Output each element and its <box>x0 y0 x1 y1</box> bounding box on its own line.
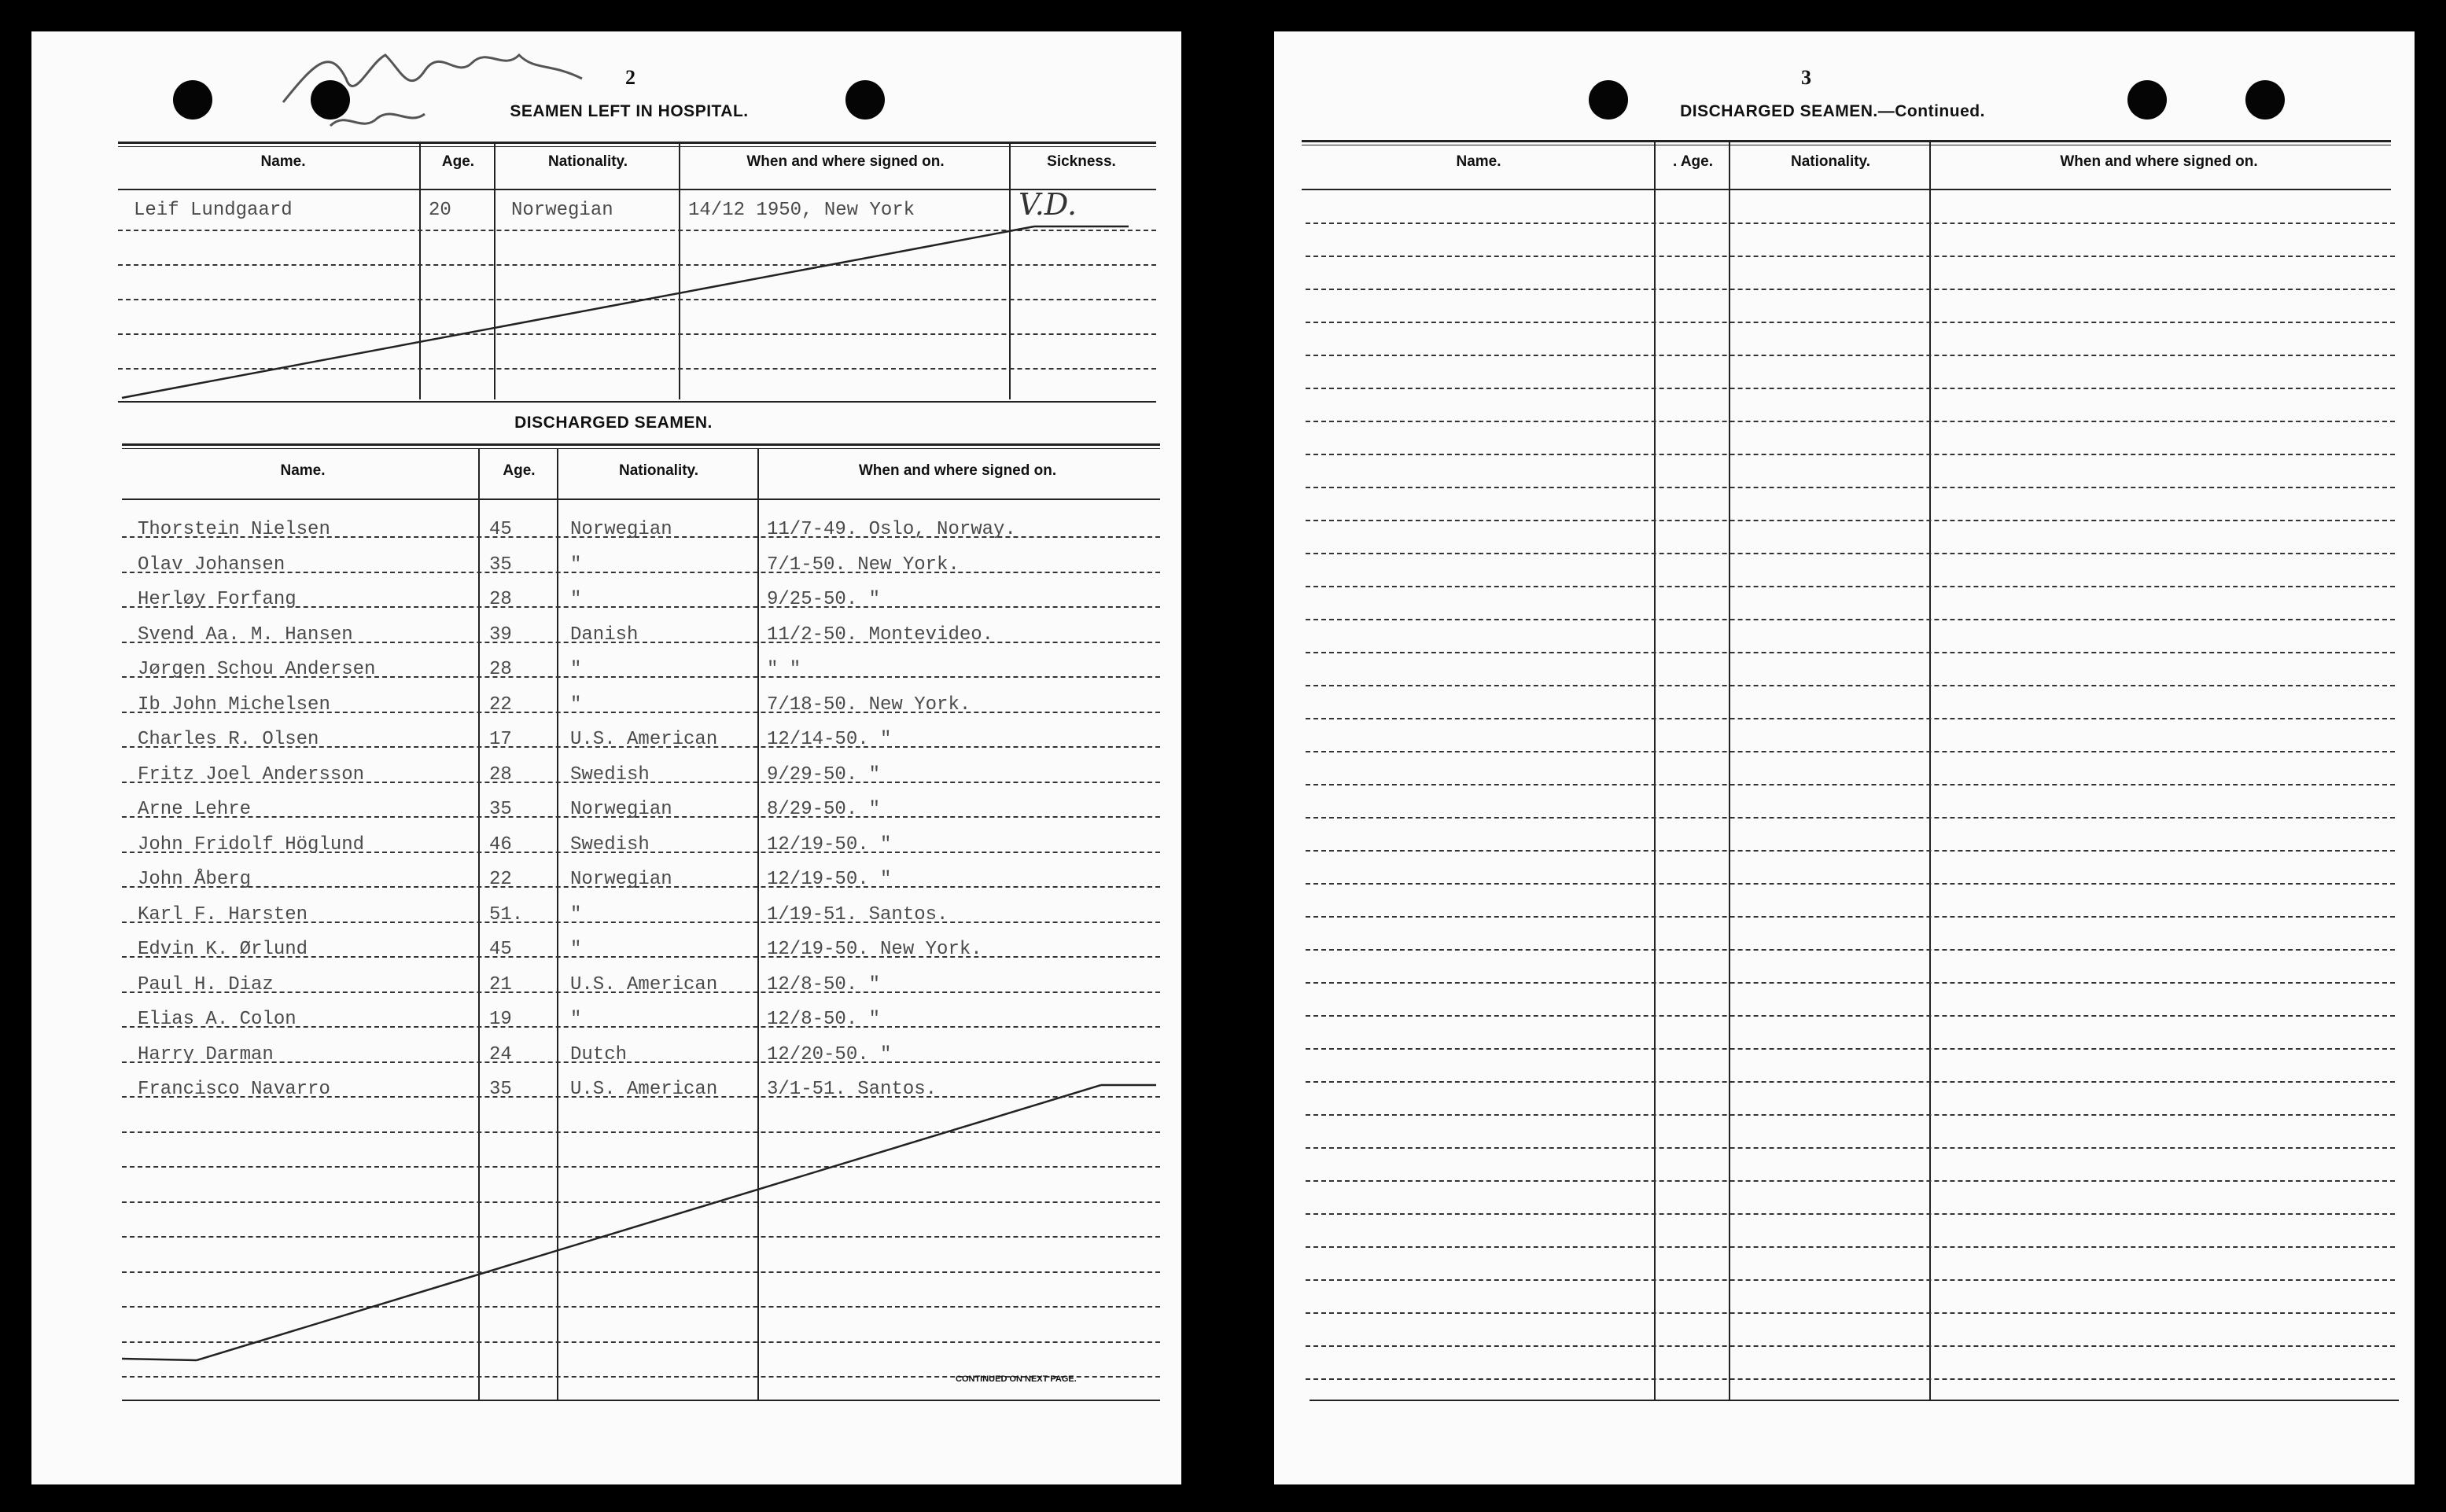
seaman-age: 19 <box>489 1009 512 1030</box>
seaman-name: Thorstein Nielsen <box>138 519 330 540</box>
seaman-signed-on: 8/29-50. " <box>767 799 881 820</box>
row-line <box>1306 883 2395 885</box>
discharged-section-title: DISCHARGED SEAMEN. <box>514 414 713 432</box>
seaman-nationality: " <box>570 659 582 680</box>
seaman-signed-on: 11/2-50. Montevideo. <box>767 624 994 646</box>
seaman-name: Elias A. Colon <box>138 1009 297 1030</box>
header-bottom-rule <box>1302 189 2391 190</box>
seaman-signed-on: 7/1-50. New York. <box>767 554 960 576</box>
seaman-signed-on: 12/20-50. " <box>767 1043 892 1065</box>
seaman-name: Paul H. Diaz <box>138 973 274 995</box>
seaman-age: 24 <box>489 1043 512 1065</box>
seaman-age: 17 <box>489 729 512 750</box>
header-age: Age. <box>503 462 536 479</box>
row-line <box>1306 718 2395 719</box>
seaman-name: Jørgen Schou Andersen <box>138 659 376 680</box>
header-nationality: Nationality. <box>619 462 698 479</box>
row-line <box>1306 1345 2395 1347</box>
punch-hole <box>2127 80 2167 120</box>
seaman-nationality: Danish <box>570 624 639 646</box>
seaman-nationality: Norwegian <box>570 799 672 820</box>
row-line <box>1306 949 2395 951</box>
hospital-signed-on: 14/12 1950, New York <box>688 200 915 221</box>
seaman-signed-on: 11/7-49. Oslo, Norway. <box>767 519 1016 540</box>
seaman-signed-on: 12/19-50. " <box>767 833 892 855</box>
header-name: Name. <box>1456 153 1501 170</box>
seaman-name: Edvin K. Ørlund <box>138 939 308 960</box>
seaman-signed-on: 12/8-50. " <box>767 973 881 995</box>
seaman-signed-on: 7/18-50. New York. <box>767 693 971 716</box>
row-line <box>1306 454 2395 455</box>
column-divider <box>1654 142 1656 1400</box>
seaman-nationality: Swedish <box>570 833 650 855</box>
punch-hole <box>2245 80 2285 120</box>
row-line <box>1306 652 2395 653</box>
row-line <box>1306 1081 2395 1083</box>
table-bottom-rule <box>1310 1400 2399 1401</box>
row-line <box>1306 322 2395 323</box>
seaman-name: Arne Lehre <box>138 799 252 820</box>
seaman-signed-on: 1/19-51. Santos. <box>767 903 949 925</box>
seaman-name: John Åberg <box>138 869 252 890</box>
seaman-signed-on: " " <box>767 659 801 680</box>
row-line <box>1306 388 2395 389</box>
row-line <box>1306 619 2395 620</box>
seaman-name: Charles R. Olsen <box>138 729 319 750</box>
header-nationality: Nationality. <box>548 153 628 170</box>
seaman-name: John Fridolf Höglund <box>138 833 365 855</box>
header-signed-on: When and where signed on. <box>858 462 1057 479</box>
seaman-nationality: U.S. American <box>570 729 718 750</box>
seaman-name: Fritz Joel Andersson <box>138 763 365 785</box>
seaman-nationality: " <box>570 1009 582 1030</box>
seaman-nationality: " <box>570 589 582 610</box>
header-sickness: Sickness. <box>1047 153 1116 170</box>
seaman-nationality: " <box>570 554 582 576</box>
seaman-age: 46 <box>489 833 512 855</box>
header-nationality: Nationality. <box>1791 153 1870 170</box>
seaman-age: 22 <box>489 869 512 890</box>
row-line <box>1306 520 2395 521</box>
seaman-age: 22 <box>489 693 512 716</box>
row-line <box>1306 1048 2395 1050</box>
seaman-age: 35 <box>489 1079 512 1100</box>
row-line <box>1306 355 2395 356</box>
seaman-nationality: U.S. American <box>570 1079 718 1100</box>
row-line <box>1306 421 2395 422</box>
continued-note: CONTINUED ON NEXT PAGE. <box>956 1374 1077 1384</box>
seaman-name: Francisco Navarro <box>138 1079 330 1100</box>
page-number: 2 <box>625 66 635 89</box>
seaman-signed-on: 12/14-50. " <box>767 729 892 750</box>
hospital-age: 20 <box>429 200 451 221</box>
hospital-nationality: Norwegian <box>511 200 613 221</box>
row-line <box>1306 1246 2395 1248</box>
row-line <box>1306 1180 2395 1182</box>
seaman-name: Ib John Michelsen <box>138 693 330 716</box>
header-signed-on: When and where signed on. <box>2060 153 2258 170</box>
seaman-age: 35 <box>489 799 512 820</box>
seaman-age: 35 <box>489 554 512 576</box>
column-divider <box>1929 142 1931 1400</box>
seaman-nationality: Swedish <box>570 763 650 785</box>
row-line <box>1306 1312 2395 1314</box>
seaman-nationality: Norwegian <box>570 519 672 540</box>
header-name: Name. <box>280 462 326 479</box>
seaman-name: Herløy Forfang <box>138 589 297 610</box>
seaman-signed-on: 9/29-50. " <box>767 763 881 785</box>
table-top-rule <box>1302 140 2391 142</box>
seaman-age: 39 <box>489 624 512 646</box>
seaman-age: 28 <box>489 763 512 785</box>
seaman-signed-on: 9/25-50. " <box>767 589 881 610</box>
row-line <box>1306 1378 2395 1380</box>
header-age: . Age. <box>1672 153 1714 170</box>
column-divider <box>1729 142 1730 1400</box>
header-name: Name. <box>260 153 306 170</box>
seaman-age: 28 <box>489 589 512 610</box>
row-line <box>1306 289 2395 290</box>
seaman-nationality: Dutch <box>570 1043 628 1065</box>
row-line <box>1306 850 2395 852</box>
left-page <box>31 31 1181 1484</box>
row-line <box>1306 1114 2395 1116</box>
row-line <box>1306 982 2395 984</box>
seaman-nationality: " <box>570 903 582 925</box>
row-line <box>1306 256 2395 257</box>
hospital-section-title: SEAMEN LEFT IN HOSPITAL. <box>510 102 749 120</box>
seaman-signed-on: 12/8-50. " <box>767 1009 881 1030</box>
seaman-signed-on: 3/1-51. Santos. <box>767 1079 938 1100</box>
seaman-age: 51. <box>489 903 524 925</box>
page-number: 3 <box>1801 66 1811 89</box>
hospital-sickness: V.D. <box>1019 187 1077 222</box>
header-age: Age. <box>441 153 475 170</box>
row-line <box>1306 223 2395 224</box>
row-line <box>1306 1279 2395 1281</box>
row-line <box>1306 1147 2395 1149</box>
right-section-title: DISCHARGED SEAMEN.—Continued. <box>1680 102 1985 120</box>
row-line <box>1306 553 2395 554</box>
cancellation-lines <box>31 31 1181 1484</box>
header-signed-on: When and where signed on. <box>746 153 945 170</box>
seaman-nationality: Norwegian <box>570 869 672 890</box>
row-line <box>1306 751 2395 752</box>
seaman-signed-on: 12/19-50. New York. <box>767 939 982 960</box>
row-line <box>1306 586 2395 587</box>
row-line <box>1306 916 2395 918</box>
seaman-name: Harry Darman <box>138 1043 274 1065</box>
seaman-signed-on: 12/19-50. " <box>767 869 892 890</box>
seaman-age: 28 <box>489 659 512 680</box>
row-line <box>1306 1213 2395 1215</box>
seaman-nationality: " <box>570 939 582 960</box>
row-line <box>1306 817 2395 819</box>
seaman-nationality: " <box>570 693 582 716</box>
row-line <box>1306 1015 2395 1017</box>
hospital-name: Leif Lundgaard <box>134 200 293 221</box>
right-page <box>1274 31 2415 1484</box>
row-line <box>1306 685 2395 686</box>
row-line <box>1306 487 2395 488</box>
seaman-age: 45 <box>489 939 512 960</box>
seaman-nationality: U.S. American <box>570 973 718 995</box>
seaman-name: Karl F. Harsten <box>138 903 308 925</box>
seaman-age: 45 <box>489 519 512 540</box>
seaman-age: 21 <box>489 973 512 995</box>
seaman-name: Olav Johansen <box>138 554 285 576</box>
row-line <box>1306 784 2395 785</box>
seaman-name: Svend Aa. M. Hansen <box>138 624 353 646</box>
